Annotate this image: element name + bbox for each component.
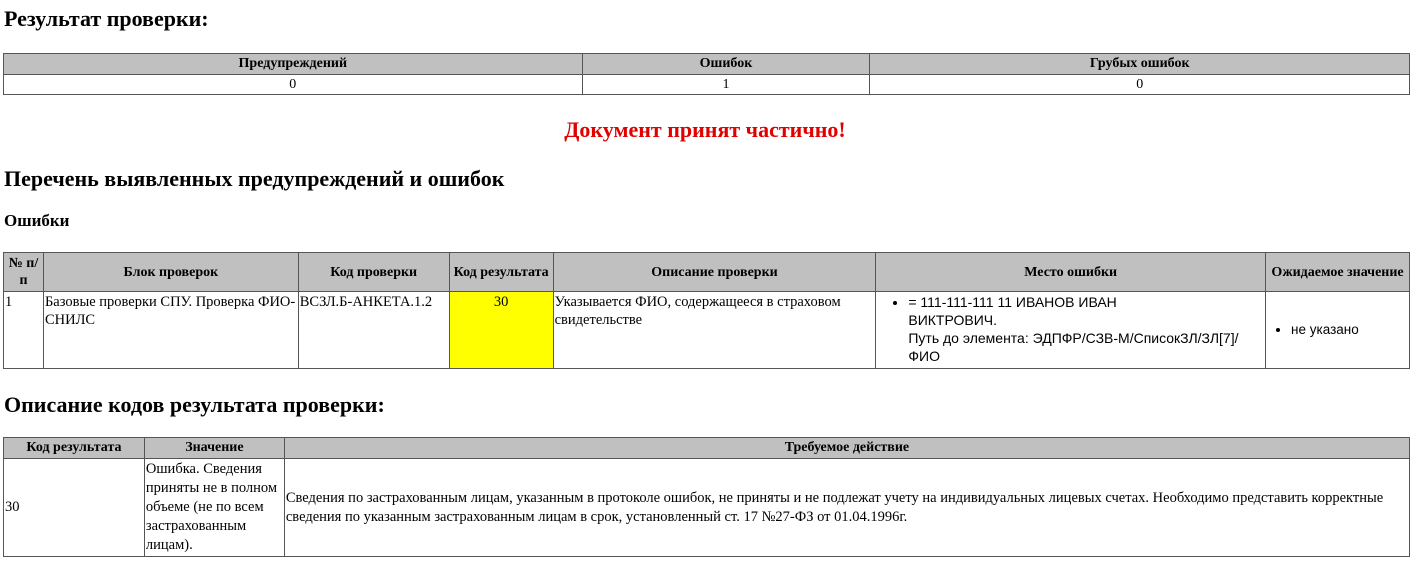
summary-errors-count: 1	[582, 75, 870, 95]
document-status: Документ принят частично!	[564, 117, 846, 142]
summary-header-errors: Ошибок	[582, 54, 870, 75]
errors-header-block: Блок проверок	[43, 253, 298, 292]
errors-header-result-code: Код результата	[449, 253, 553, 292]
error-expected-list	[1267, 321, 1408, 339]
error-place	[876, 292, 1266, 369]
errors-table	[3, 252, 1410, 369]
codes-header-meaning: Значение	[144, 438, 284, 459]
codes-header-row	[4, 438, 1410, 459]
error-place-item	[908, 293, 1264, 365]
errors-header-description: Описание проверки	[553, 253, 876, 292]
error-num: 1	[4, 292, 44, 369]
codes-heading: Описание кодов результата проверки:	[4, 392, 385, 417]
issues-list-heading: Перечень выявленных предупреждений и ошибок	[4, 166, 505, 191]
summary-header-row	[4, 54, 1410, 75]
codes-header-action: Требуемое действие	[284, 438, 1409, 459]
error-place-path: Путь до элемента: ЭДПФР/СЗВ-М/СписокЗЛ/ЗЛ[7]/ФИО	[908, 330, 1239, 364]
error-result-code: 30	[449, 292, 553, 369]
code-action: Сведения по застрахованным лицам, указанным в протоколе ошибок, не приняты и не подлежат учету на индивидуальных лицевых счетах. Необходимо представить корректные сведения по указанным застрахованным лицам в срок, установленный ст. 17 №27-ФЗ от 01.04.1996г.	[284, 459, 1409, 557]
error-place-list	[884, 293, 1264, 365]
error-check-code: ВСЗЛ.Б-АНКЕТА.1.2	[298, 292, 449, 369]
table-row	[4, 292, 1410, 369]
code-value: 30	[4, 459, 145, 557]
page-title: Результат проверки:	[4, 6, 209, 31]
error-block: Базовые проверки СПУ. Проверка ФИО-СНИЛС	[43, 292, 298, 369]
errors-header-expected: Ожидаемое значение	[1266, 253, 1410, 292]
summary-table	[3, 53, 1410, 95]
summary-header-warnings: Предупреждений	[4, 54, 583, 75]
summary-critical-errors-count: 0	[870, 75, 1410, 95]
errors-header-row	[4, 253, 1410, 292]
errors-header-num: № п/п	[4, 253, 44, 292]
summary-values-row	[4, 75, 1410, 95]
errors-header-place: Место ошибки	[876, 253, 1266, 292]
summary-warnings-count: 0	[4, 75, 583, 95]
error-place-person-cont: ВИКТРОВИЧ.	[908, 312, 998, 328]
error-expected	[1266, 292, 1410, 369]
code-meaning: Ошибка. Сведения приняты не в полном объеме (не по всем застрахованным лицам).	[144, 459, 284, 557]
errors-header-check-code: Код проверки	[298, 253, 449, 292]
error-place-person: = 111-111-111 11 ИВАНОВ ИВАН	[908, 294, 1117, 310]
table-row	[4, 459, 1410, 557]
codes-header-code: Код результата	[4, 438, 145, 459]
errors-subheading: Ошибки	[4, 211, 70, 230]
error-expected-item: • не указано	[1291, 321, 1408, 339]
summary-header-critical-errors: Грубых ошибок	[870, 54, 1410, 75]
error-description: Указывается ФИО, содержащееся в страховом свидетельстве	[553, 292, 876, 369]
codes-table	[3, 437, 1410, 557]
